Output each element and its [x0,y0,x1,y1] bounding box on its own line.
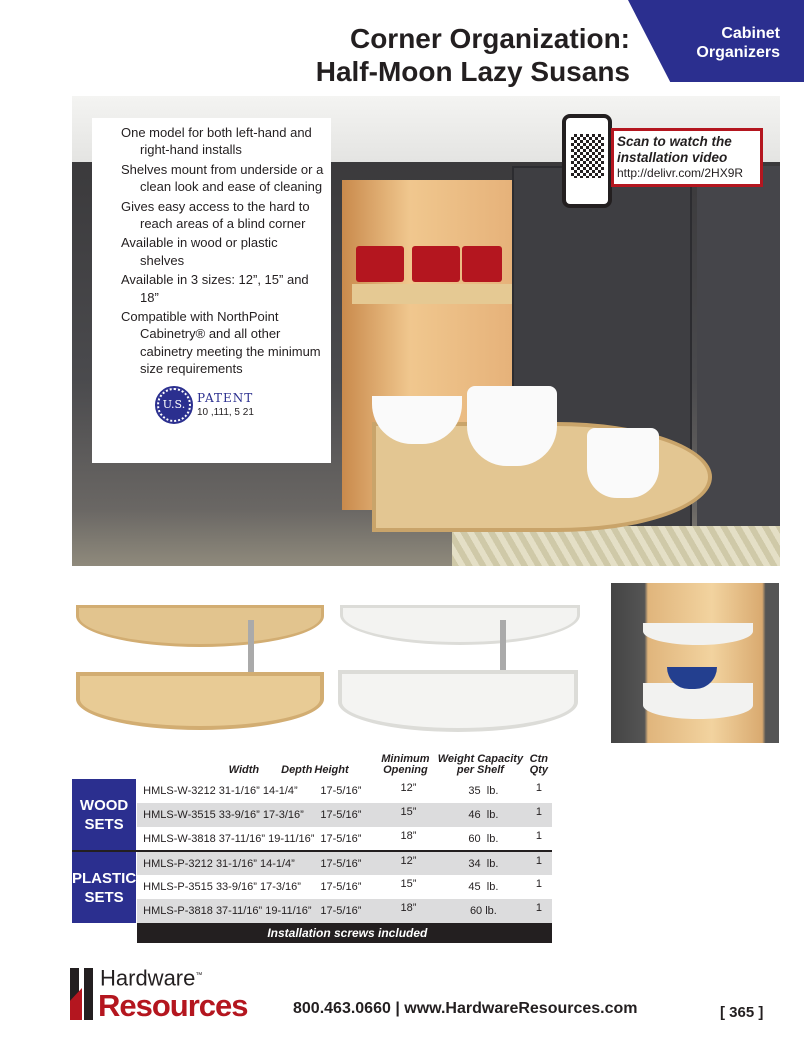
group-label: PLASTIC SETS [72,851,137,923]
table-row [72,779,552,803]
patent-badge [157,388,325,422]
qty-cell: 1 [535,878,542,890]
height-cell: 17-5/16” [314,899,374,923]
opening-cell: 18” [374,899,436,923]
feature-list [92,118,331,463]
section-tab-label: Cabinet Organizers [696,25,780,61]
qty-cell: 1 [535,782,542,794]
patent-number: 10 ,111, 5 21 [197,406,254,418]
col-weight: Weight Capacity per Shelf [437,753,524,776]
opening-cell: 12” [400,782,417,794]
group-label: WOOD SETS [72,779,137,851]
model-dims: HMLS-W-3515 33-9/16” 17-3/16” [137,803,315,827]
feature-item: Gives easy access to the hard to reach areas of a blind corner [121,198,310,232]
opening-cell: 15” [374,803,436,827]
video-callout-title: Scan to watch the [617,134,732,149]
page-title: Corner Organization: Half-Moon Lazy Susans [315,23,630,87]
patent-label: PATENT [197,390,254,405]
opening-cell: 18” [400,830,417,842]
feature-item: Available in 3 sizes: 12”, 15” and 18” [121,272,309,305]
col-width-depth [137,754,315,779]
hardware-resources-logo: Hardware™ Resources [70,966,280,1024]
col-width: Width [228,764,260,776]
height-cell: 17-5/16” [320,785,362,797]
height-cell: 17-5/16” [314,851,374,875]
video-url-link[interactable]: http://delivr.com/2HX9R [617,166,744,180]
qty-cell: 1 [524,803,552,827]
weight-cell: 34 lb. [436,851,524,875]
feature-item: Shelves mount from underside or a clean look and ease of cleaning [121,161,324,195]
weight-cell: 35 lb. [468,785,499,797]
qty-cell: 1 [535,830,542,842]
plastic-set-image [338,600,583,740]
col-height: Height [314,764,349,776]
opening-cell: 12” [374,851,436,875]
installed-plastic-photo [611,583,779,743]
qty-cell: 1 [524,851,552,875]
weight-cell: 60 lb. [436,899,524,923]
model-dims: HMLS-P-3212 31-1/16” 14-1/4” [137,851,315,875]
patent-seal-icon: U.S. [157,388,191,422]
table-row [72,875,552,899]
col-depth: Depth [281,764,313,776]
table-row [72,827,552,851]
model-dims: HMLS-W-3212 31-1/16” 14-1/4” [143,785,298,797]
qty-cell: 1 [524,899,552,923]
page-number: [ 365 ] [720,1004,764,1021]
col-min-opening: Minimum Opening [381,753,430,776]
weight-cell: 45 lb. [468,881,499,893]
model-dims: HMLS-W-3818 37-11/16” 19-11/16” [143,832,315,845]
height-cell: 17-5/16” [314,803,374,827]
video-callout [611,128,763,187]
wood-set-image [76,600,326,735]
weight-cell: 46 lb. [436,803,524,827]
feature-item: Compatible with NorthPoint Cabinetry® and all other cabinetry meeting the minimum size requirements [121,309,321,377]
phone-qr-icon [562,114,612,208]
table-row [72,851,552,875]
model-dims: HMLS-P-3515 33-9/16” 17-3/16” [143,881,301,893]
contact-info: 800.463.0660 | www.HardwareResources.com [293,1000,638,1017]
col-ctn-qty: Ctn Qty [529,753,548,776]
video-callout-title-2: installation video [617,150,728,165]
table-footer-note: Installation screws included [137,923,552,943]
qr-code-icon[interactable] [571,134,604,178]
table-row [72,899,552,923]
feature-item: Available in wood or plastic shelves [121,235,278,268]
height-cell: 17-5/16” [320,881,362,893]
height-cell: 17-5/16” [320,832,362,845]
model-dims: HMLS-P-3818 37-11/16” 19-11/16” [137,899,315,923]
table-row [72,803,552,827]
specs-table [72,754,552,943]
opening-cell: 15” [400,878,417,890]
feature-item: One model for both left-hand and right-hand installs [121,125,312,158]
weight-cell: 60 lb. [468,832,499,845]
